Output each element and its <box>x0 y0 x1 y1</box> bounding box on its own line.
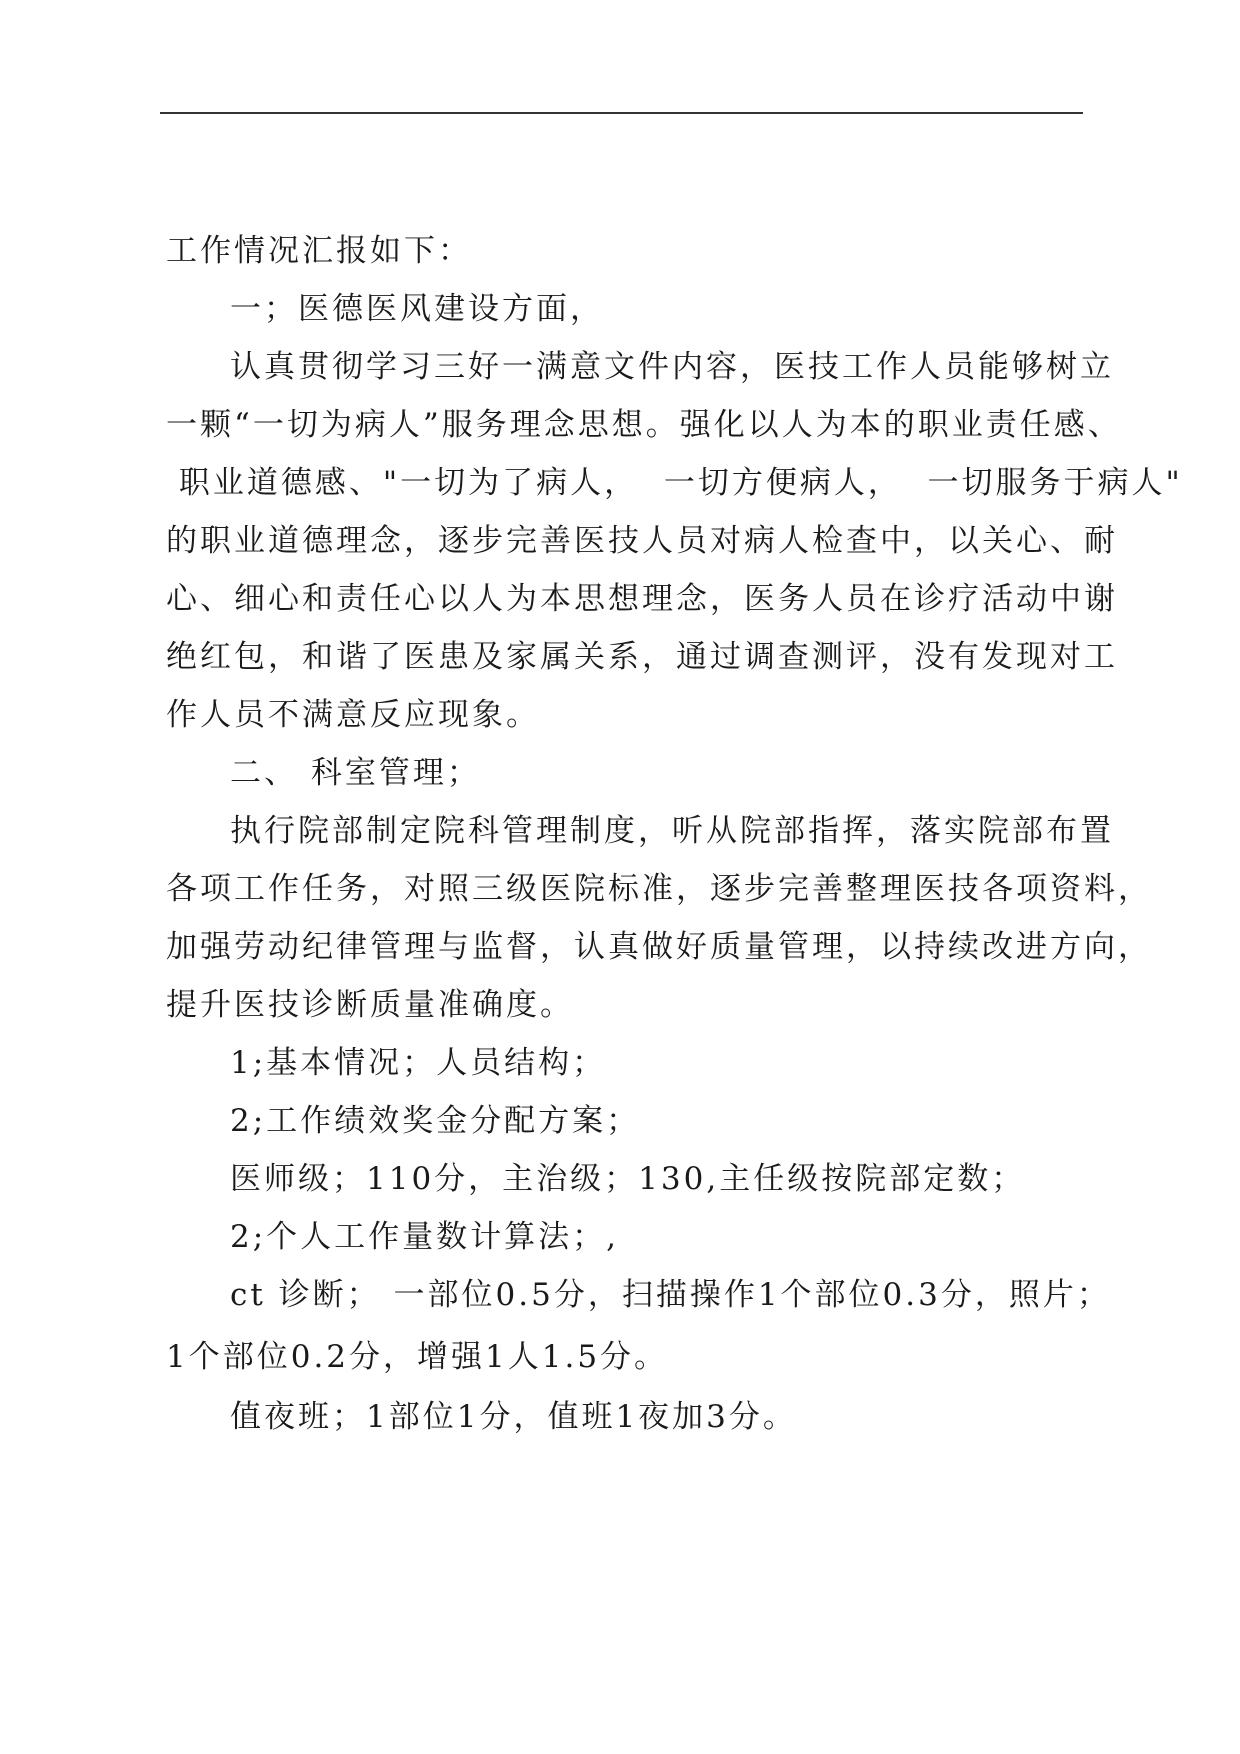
section-2-heading: 二、 科室管理； <box>230 755 481 791</box>
item-2: 2;工作绩效奖金分配方案； <box>230 1103 641 1139</box>
paragraph-line: 心、细心和责任心以人为本思想理念，医务人员在诊疗活动中谢 <box>166 581 1118 617</box>
night-shift-line: 值夜班；1部位1分，值班1夜加3分。 <box>230 1399 797 1435</box>
section-1-heading: 一；医德医风建设方面， <box>230 291 604 327</box>
item-3: 2;个人工作量数计算法；, <box>230 1219 620 1255</box>
paragraph-line: 提升医技诊断质量准确度。 <box>166 987 574 1023</box>
section-1-paragraph <box>166 338 1183 744</box>
paragraph-line: 作人员不满意反应现象。 <box>166 697 540 733</box>
paragraph-line: 执行院部制定院科管理制度，听从院部指挥，落实院部布置 <box>230 813 1114 849</box>
paragraph-line: 职业道德感、"一切为了病人， 一切方便病人， 一切服务于病人" <box>166 465 1183 501</box>
paragraph-line: 加强劳动纪律管理与监督，认真做好质量管理，以持续改进方向， <box>166 929 1152 965</box>
item-1: 1;基本情况；人员结构； <box>230 1045 607 1081</box>
item-2-detail: 医师级；110分，主治级；130,主任级按院部定数； <box>230 1161 1026 1197</box>
paragraph-line: 各项工作任务，对照三级医院标准，逐步完善整理医技各项资料， <box>166 871 1152 907</box>
ct-line-2: 1个部位0.2分，增强1人1.5分。 <box>166 1339 669 1375</box>
ct-line-1: ct 诊断； 一部位0.5分，扫描操作1个部位0.3分，照片； <box>230 1277 1111 1313</box>
section-2-paragraph <box>166 802 1152 1034</box>
paragraph-line: 绝红包，和谐了医患及家属关系，通过调查测评，没有发现对工 <box>166 639 1118 675</box>
intro-line: 工作情况汇报如下： <box>166 233 472 269</box>
document-body <box>166 222 1183 1446</box>
paragraph-line: 一颗“一切为病人”服务理念思想。强化以人为本的职业责任感、 <box>166 407 1122 443</box>
paragraph-line: 认真贯彻学习三好一满意文件内容，医技工作人员能够树立 <box>230 349 1114 385</box>
paragraph-line: 的职业道德理念，逐步完善医技人员对病人检查中，以关心、耐 <box>166 523 1118 559</box>
header-rule <box>160 112 1083 114</box>
